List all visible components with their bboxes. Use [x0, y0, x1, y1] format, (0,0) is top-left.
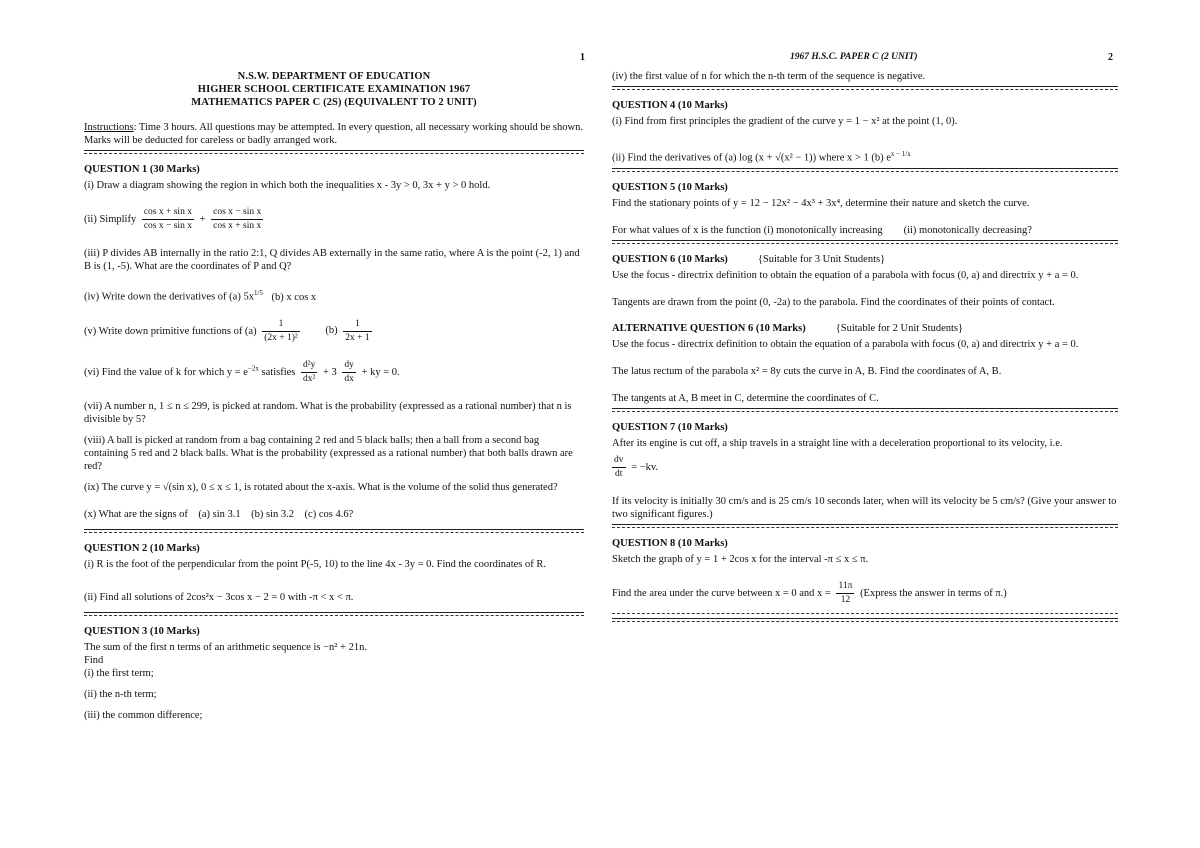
- section-divider: [612, 618, 1118, 622]
- denominator: dt: [615, 468, 623, 479]
- item-text: (b): [325, 325, 338, 337]
- question-item: Tangents are drawn from the point (0, -2a) to the parabola. Find the coordinates of their points of contact.: [612, 296, 1055, 308]
- question-item: (iv) the first value of n for which the n-th term of the sequence is negative.: [612, 71, 926, 82]
- numerator: 1: [262, 318, 300, 332]
- question-item: If its velocity is initially 30 cm/s and is 25 cm/s 10 seconds later, when will its velocity be 5 cm/s? (Give your answer to two significant figures.): [612, 495, 1117, 520]
- header-line: N.S.W. DEPARTMENT OF EDUCATION: [237, 71, 431, 82]
- instructions-text: : Time 3 hours. All questions may be attempted. In every question, all necessary working should be shown. Marks will be deducted for careless or badly arranged work.: [84, 122, 583, 146]
- denominator: dx: [344, 373, 354, 384]
- question-item: (i) the first term;: [84, 667, 154, 679]
- section-divider: [612, 168, 1118, 172]
- section-divider: [612, 524, 1118, 528]
- question-title: [612, 323, 1118, 334]
- denominator: cos x − sin x: [143, 221, 192, 231]
- exponent: −2x: [247, 363, 259, 372]
- exponent: x − 1/x: [890, 150, 911, 158]
- right-column: [612, 50, 1118, 632]
- fraction: [343, 318, 371, 345]
- question-title: QUESTION 8 (10 Marks): [612, 537, 728, 549]
- question-item: [84, 287, 584, 304]
- page-number-left: 1: [580, 52, 585, 63]
- fraction: [211, 206, 263, 233]
- question-title: QUESTION 3 (10 Marks): [84, 625, 200, 637]
- denominator: (2x + 1)²: [264, 332, 298, 343]
- question-item: (i) Find from first principles the gradient of the curve y = 1 − x² at the point (1, 0).: [612, 116, 958, 127]
- operator: + 3: [322, 366, 337, 378]
- question-item: (ii) the n-th term;: [84, 688, 157, 700]
- instructions-label: Instructions: [84, 122, 134, 133]
- question-note: {Suitable for 3 Unit Students}: [757, 253, 886, 265]
- item-text: (iv) Write down the derivatives of (a) 5x: [84, 291, 254, 303]
- section-divider: [612, 86, 1118, 90]
- numerator: cos x − sin x: [211, 206, 263, 220]
- denominator: 2x + 1: [345, 332, 370, 343]
- question-item: (ii) Find all solutions of 2cos²x − 3cos x − 2 = 0 with -π < x < π.: [84, 591, 354, 603]
- question-note: {Suitable for 2 Unit Students}: [835, 322, 964, 334]
- question-item: (x) What are the signs of (a) sin 3.1 (b) sin 3.2 (c) cos 4.6?: [84, 508, 354, 520]
- item-text: (ii) Find the derivatives of (a) log (x + √(x² − 1)) where x > 1 (b) e: [612, 152, 891, 164]
- question-title: QUESTION 7 (10 Marks): [612, 421, 728, 433]
- running-header: 1967 H.S.C. PAPER C (2 UNIT): [790, 52, 918, 62]
- item-text: (b) x cos x: [271, 291, 317, 303]
- question-title: QUESTION 2 (10 Marks): [84, 542, 200, 554]
- operator: +: [199, 213, 206, 225]
- section-divider: [612, 613, 1118, 614]
- item-text: = −kv.: [631, 461, 659, 473]
- left-column: [84, 50, 584, 730]
- question-item: (iii) P divides AB internally in the ratio 2:1, Q divides AB externally in the same ratio, where A is the point (-2, 1) and B is (1, -5). What are the coordinates of P and Q?: [84, 248, 580, 272]
- fraction: [142, 206, 194, 233]
- question-title: QUESTION 1 (30 Marks): [84, 164, 200, 175]
- exam-header: [84, 70, 584, 109]
- denominator: cos x + sin x: [213, 221, 262, 231]
- question-item: Use the focus - directrix definition to obtain the equation of a parabola with focus (0, a) and directrix y + a = 0.: [612, 338, 1079, 350]
- question-item: Find the stationary points of y = 12 − 12x² − 4x³ + 3x⁴, determine their nature and sketch the curve.: [612, 197, 1030, 209]
- question-item: [84, 318, 584, 345]
- question-title: [612, 254, 1118, 265]
- question-item: The tangents at A, B meet in C, determine the coordinates of C.: [612, 392, 879, 404]
- item-text: + ky = 0.: [361, 366, 400, 378]
- question-item: For what values of x is the function (i) monotonically increasing (ii) monotonically decreasing?: [612, 224, 1032, 236]
- question-item: [84, 206, 584, 233]
- question-item: [612, 454, 1118, 481]
- item-text: (v) Write down primitive functions of (a): [84, 325, 257, 337]
- question-item: (i) R is the foot of the perpendicular from the point P(-5, 10) to the line 4x - 3y = 0. Find the coordinates of R.: [84, 558, 546, 570]
- question-item: After its engine is cut off, a ship travels in a straight line with a deceleration proportional to its velocity, i.e.: [612, 437, 1063, 449]
- question-title-text: QUESTION 6 (10 Marks): [612, 253, 728, 265]
- item-text: (Express the answer in terms of π.): [860, 587, 1007, 599]
- fraction: [301, 359, 317, 386]
- instructions: [84, 121, 584, 147]
- question-item: [84, 359, 584, 386]
- numerator: dv: [612, 454, 626, 468]
- question-title: QUESTION 4 (10 Marks): [612, 100, 728, 111]
- section-divider: [84, 612, 584, 616]
- header-line: MATHEMATICS PAPER C (2S) (EQUIVALENT TO 2 UNIT): [191, 97, 477, 108]
- section-divider: [84, 529, 584, 533]
- section-divider: [84, 150, 584, 154]
- numerator: d²y: [301, 359, 317, 373]
- question-item: [612, 148, 1118, 165]
- item-text: satisfies: [261, 366, 296, 378]
- question-item: The sum of the first n terms of an arithmetic sequence is −n² + 21n.: [84, 641, 367, 653]
- header-line: HIGHER SCHOOL CERTIFICATE EXAMINATION 1967: [197, 84, 471, 95]
- numerator: 1: [343, 318, 371, 332]
- question-item: The latus rectum of the parabola x² = 8y cuts the curve in A, B. Find the coordinates of A, B.: [612, 365, 1002, 377]
- section-divider: [612, 240, 1118, 244]
- question-title: QUESTION 5 (10 Marks): [612, 181, 728, 193]
- denominator: 12: [840, 594, 851, 605]
- numerator: cos x + sin x: [142, 206, 194, 220]
- section-divider: [612, 408, 1118, 412]
- numerator: dy: [342, 359, 356, 373]
- question-item: Sketch the graph of y = 1 + 2cos x for the interval -π ≤ x ≤ π.: [612, 553, 869, 565]
- question-item: (vii) A number n, 1 ≤ n ≤ 299, is picked at random. What is the probability (expressed as a rational number) that n is divisible by 5?: [84, 400, 572, 425]
- fraction: [342, 359, 356, 386]
- exponent: 1/5: [253, 289, 263, 297]
- question-item: [612, 580, 1118, 607]
- page-number-right: 2: [1108, 52, 1113, 63]
- question-item: (i) Draw a diagram showing the region in which both the inequalities x - 3y > 0, 3x + y > 0 hold.: [84, 180, 491, 191]
- item-text: (vi) Find the value of k for which y = e: [84, 366, 248, 378]
- fraction: [836, 580, 854, 607]
- question-item: (viii) A ball is picked at random from a bag containing 2 red and 5 black balls; then a ball from a second bag containing 5 red and 2 black balls. What is the probability (expressed as a rational number) that both balls drawn are red?: [84, 434, 573, 472]
- question-item: Use the focus - directrix definition to obtain the equation of a parabola with focus (0, a) and directrix y + a = 0.: [612, 269, 1079, 281]
- item-text: Find the area under the curve between x = 0 and x =: [612, 587, 831, 599]
- question-title-text: ALTERNATIVE QUESTION 6 (10 Marks): [612, 322, 806, 334]
- numerator: 11π: [836, 580, 854, 594]
- question-item: (ix) The curve y = √(sin x), 0 ≤ x ≤ 1, is rotated about the x-axis. What is the volume of the solid thus generated?: [84, 481, 558, 493]
- fraction: [262, 318, 300, 345]
- question-item: Find: [84, 654, 104, 666]
- denominator: dx²: [303, 373, 316, 384]
- question-item: (iii) the common difference;: [84, 709, 203, 721]
- item-text: (ii) Simplify: [84, 213, 137, 225]
- fraction: [612, 454, 626, 481]
